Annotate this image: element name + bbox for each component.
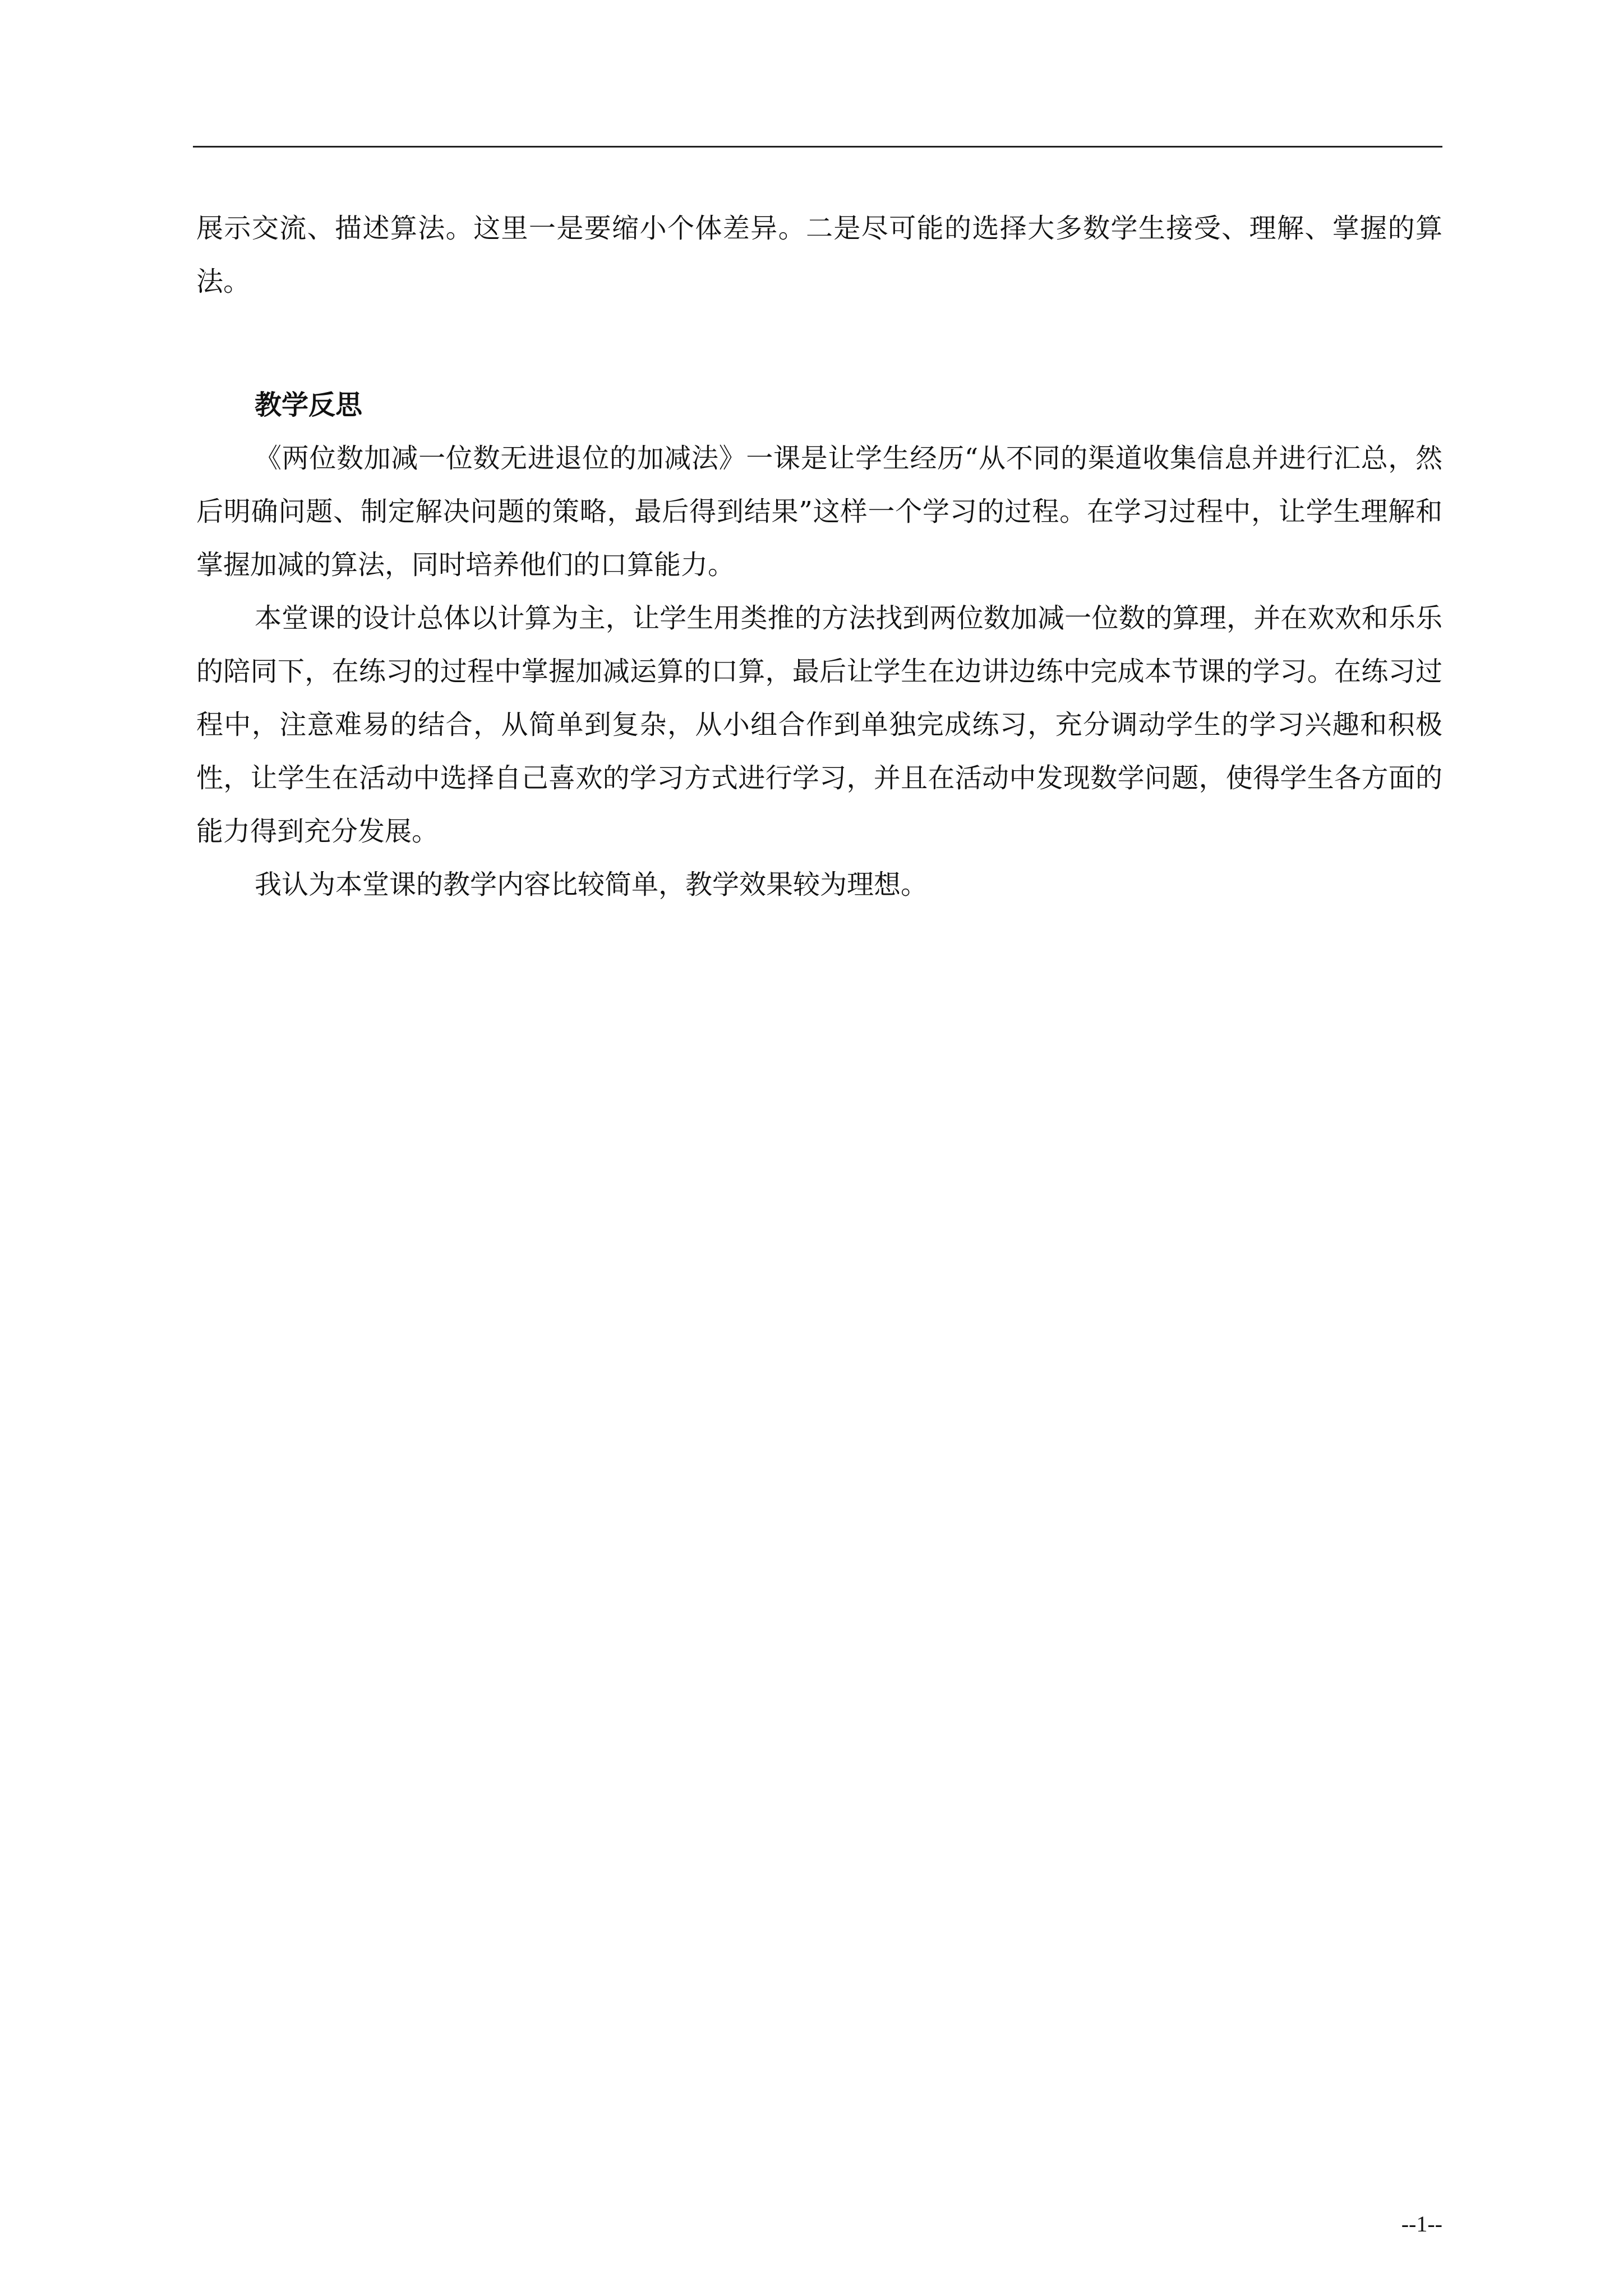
continued-paragraph: 展示交流、描述算法。这里一是要缩小个体差异。二是尽可能的选择大多数学生接受、理解、掌握的算法。 [196, 213, 1442, 297]
paragraph: 本堂课的设计总体以计算为主，让学生用类推的方法找到两位数加减一位数的算理，并在欢欢和乐乐的陪同下，在练习的过程中掌握加减运算的口算，最后让学生在边讲边练中完成本节课的学习。在练习过程中，注意难易的结合，从简单到复杂，从小组合作到单独完成练习，充分调动学生的学习兴趣和积极性，让学生在活动中选择自己喜欢的学习方式进行学习，并且在活动中发现数学问题，使得学生各方面的能力得到充分发展。 [196, 602, 1442, 847]
page-number: --1-- [1401, 2211, 1442, 2237]
header-rule [193, 146, 1442, 148]
paragraph: 《两位数加减一位数无进退位的加减法》一课是让学生经历“从不同的渠道收集信息并进行汇总，然后明确问题、制定解决问题的策略，最后得到结果”这样一个学习的过程。在学习过程中，让学生理解和掌握加减的算法，同时培养他们的口算能力。 [196, 443, 1442, 581]
section-heading: 教学反思 [255, 389, 363, 421]
paragraph: 我认为本堂课的教学内容比较简单，教学效果较为理想。 [255, 869, 928, 900]
document-body [196, 202, 1442, 912]
